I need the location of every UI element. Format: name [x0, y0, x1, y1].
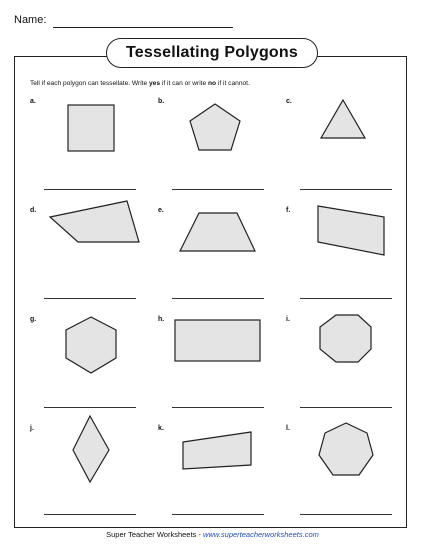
name-label: Name: [14, 14, 47, 26]
problem-j [30, 425, 155, 533]
answer-line[interactable] [172, 407, 264, 408]
answer-line[interactable] [44, 189, 136, 190]
octagon [320, 315, 371, 362]
answer-line[interactable] [300, 298, 392, 299]
problem-g [30, 316, 155, 424]
problem-i [286, 316, 411, 424]
item-letter: k. [158, 425, 164, 432]
pentagon [190, 104, 240, 150]
answer-line[interactable] [44, 407, 136, 408]
instructions-part3: if it cannot. [216, 80, 250, 87]
heptagon-shape [286, 425, 411, 533]
item-letter: g. [30, 316, 37, 323]
quadrilateral-shape [158, 425, 283, 533]
problem-k [158, 425, 283, 533]
rhombus-shape [30, 425, 155, 533]
problem-f [286, 207, 411, 315]
name-line [53, 27, 233, 28]
quadrilateral [50, 201, 139, 242]
answer-line[interactable] [172, 514, 264, 515]
instructions-no: no [208, 80, 217, 87]
footer-text: Super Teacher Worksheets - [106, 530, 203, 539]
rhombus [73, 416, 109, 482]
problem-b [158, 98, 283, 206]
problem-l [286, 425, 411, 533]
item-letter: e. [158, 207, 164, 214]
triangle [321, 100, 365, 138]
item-letter: f. [286, 207, 291, 214]
item-letter: d. [30, 207, 37, 214]
heptagon [319, 423, 373, 475]
problem-e [158, 207, 283, 315]
item-letter: b. [158, 98, 165, 105]
page-title: Tessellating Polygons [106, 38, 318, 68]
answer-line[interactable] [300, 189, 392, 190]
answer-line[interactable] [300, 407, 392, 408]
answer-line[interactable] [172, 298, 264, 299]
instructions-part1: Tell if each polygon can tessellate. Write [30, 80, 149, 87]
square [68, 105, 114, 151]
answer-line[interactable] [44, 298, 136, 299]
instructions-part2: if it can or write [160, 80, 209, 87]
item-letter: a. [30, 98, 36, 105]
quadrilateral [183, 432, 251, 469]
problem-a [30, 98, 155, 206]
hexagon [66, 317, 116, 373]
quadrilateral [318, 206, 384, 255]
item-letter: i. [286, 316, 290, 323]
item-letter: h. [158, 316, 165, 323]
answer-line[interactable] [300, 514, 392, 515]
item-letter: j. [30, 425, 34, 432]
answer-line[interactable] [172, 189, 264, 190]
item-letter: c. [286, 98, 292, 105]
trapezoid [180, 213, 255, 251]
footer [0, 530, 425, 539]
problem-h [158, 316, 283, 424]
answer-line[interactable] [44, 514, 136, 515]
instructions [30, 80, 250, 87]
problem-c [286, 98, 411, 206]
rectangle [175, 320, 260, 361]
item-letter: l. [286, 425, 290, 432]
footer-website-link[interactable]: www.superteacherworksheets.com [202, 530, 319, 539]
problem-d [30, 207, 155, 315]
instructions-yes: yes [149, 80, 161, 87]
